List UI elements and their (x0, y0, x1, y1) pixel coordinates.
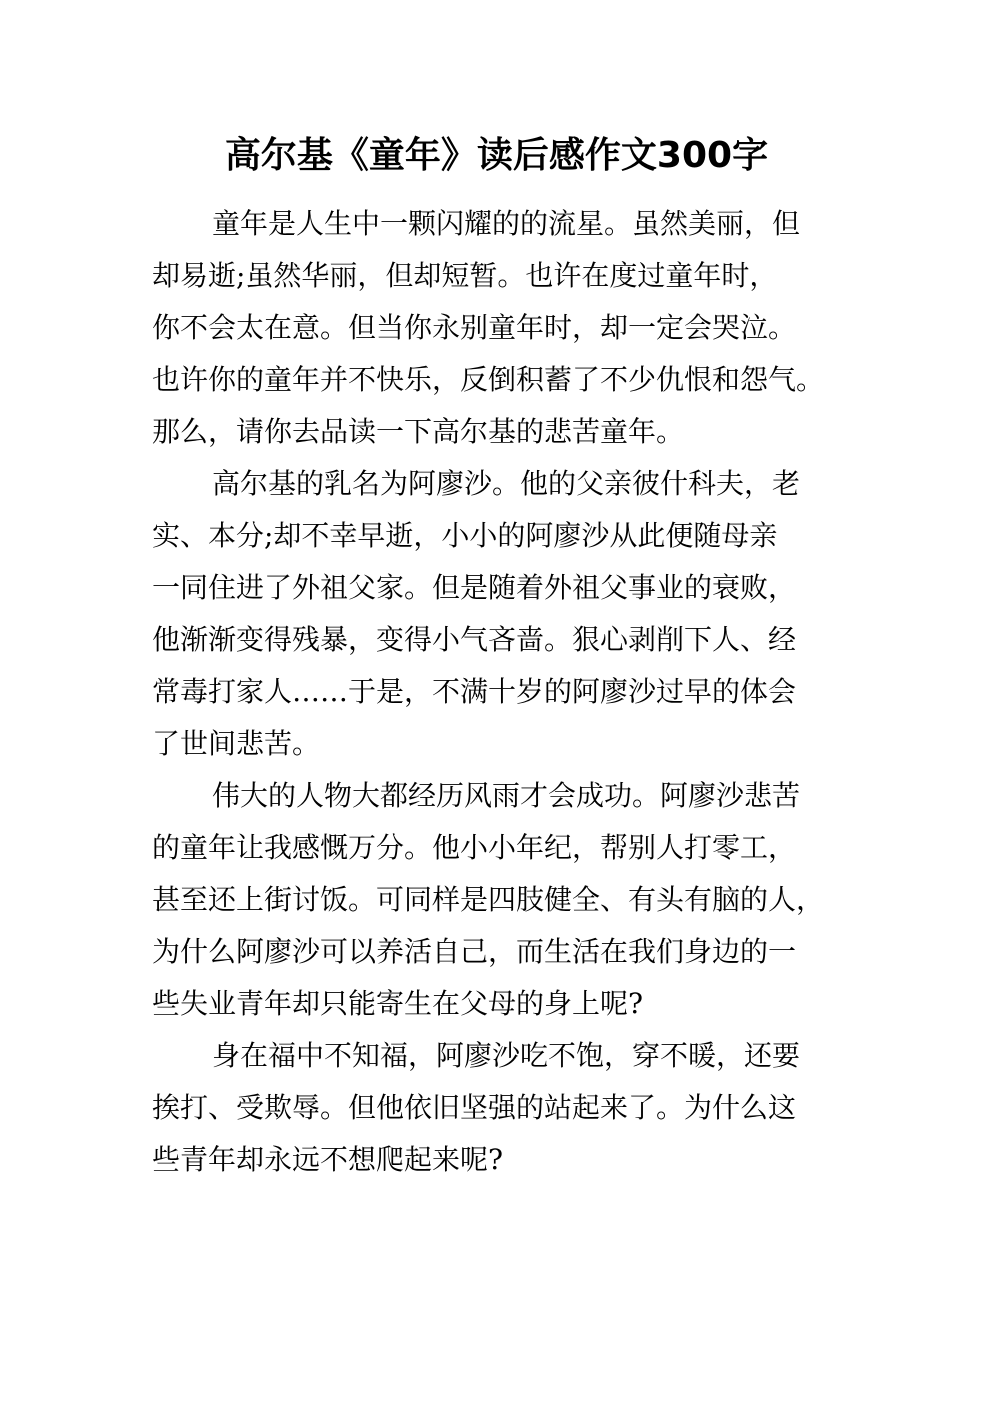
paragraph-3-line-4: 为什么阿廖沙可以养活自己，而生活在我们身边的一 (152, 935, 797, 968)
paragraph-2-line-4: 他渐渐变得残暴，变得小气吝啬。狠心剥削下人、经 (152, 623, 797, 656)
paragraph-1-line-2: 却易逝;虽然华丽，但却短暂。也许在度过童年时， (152, 259, 778, 292)
paragraph-2-line-3: 一同住进了外祖父家。但是随着外祖父事业的衰败， (152, 571, 797, 604)
paragraph-2-line-2: 实、本分;却不幸早逝，小小的阿廖沙从此便随母亲 (152, 519, 778, 552)
paragraph-4-line-2: 挨打、受欺辱。但他依旧坚强的站起来了。为什么这 (152, 1091, 797, 1124)
document-title: 高尔基《童年》读后感作文300字 (224, 135, 769, 176)
paragraph-3-line-3: 甚至还上街讨饭。可同样是四肢健全、有头有脑的人， (152, 883, 825, 916)
paragraph-1-line-5: 那么，请你去品读一下高尔基的悲苦童年。 (152, 415, 685, 448)
paragraph-2-line-5: 常毒打家人……于是，不满十岁的阿廖沙过早的体会 (152, 675, 797, 708)
paragraph-1-line-3: 你不会太在意。但当你永别童年时，却一定会哭泣。 (152, 311, 797, 344)
paragraph-2-line-6: 了世间悲苦。 (152, 727, 321, 760)
paragraph-4-line-3: 些青年却永远不想爬起来呢? (152, 1143, 504, 1176)
paragraph-3-line-5: 些失业青年却只能寄生在父母的身上呢? (152, 987, 644, 1020)
paragraph-4-line-1: 身在福中不知福，阿廖沙吃不饱，穿不暖，还要 (212, 1039, 801, 1072)
paragraph-1-line-1: 童年是人生中一颗闪耀的的流星。虽然美丽，但 (212, 207, 801, 240)
paragraph-2-line-1: 高尔基的乳名为阿廖沙。他的父亲彼什科夫，老 (212, 467, 801, 500)
paragraph-3-line-1: 伟大的人物大都经历风雨才会成功。阿廖沙悲苦 (212, 779, 801, 812)
paragraph-3-line-2: 的童年让我感慨万分。他小小年纪，帮别人打零工， (152, 831, 797, 864)
paragraph-1-line-4: 也许你的童年并不快乐，反倒积蓄了不少仇恨和怨气。 (152, 363, 825, 396)
